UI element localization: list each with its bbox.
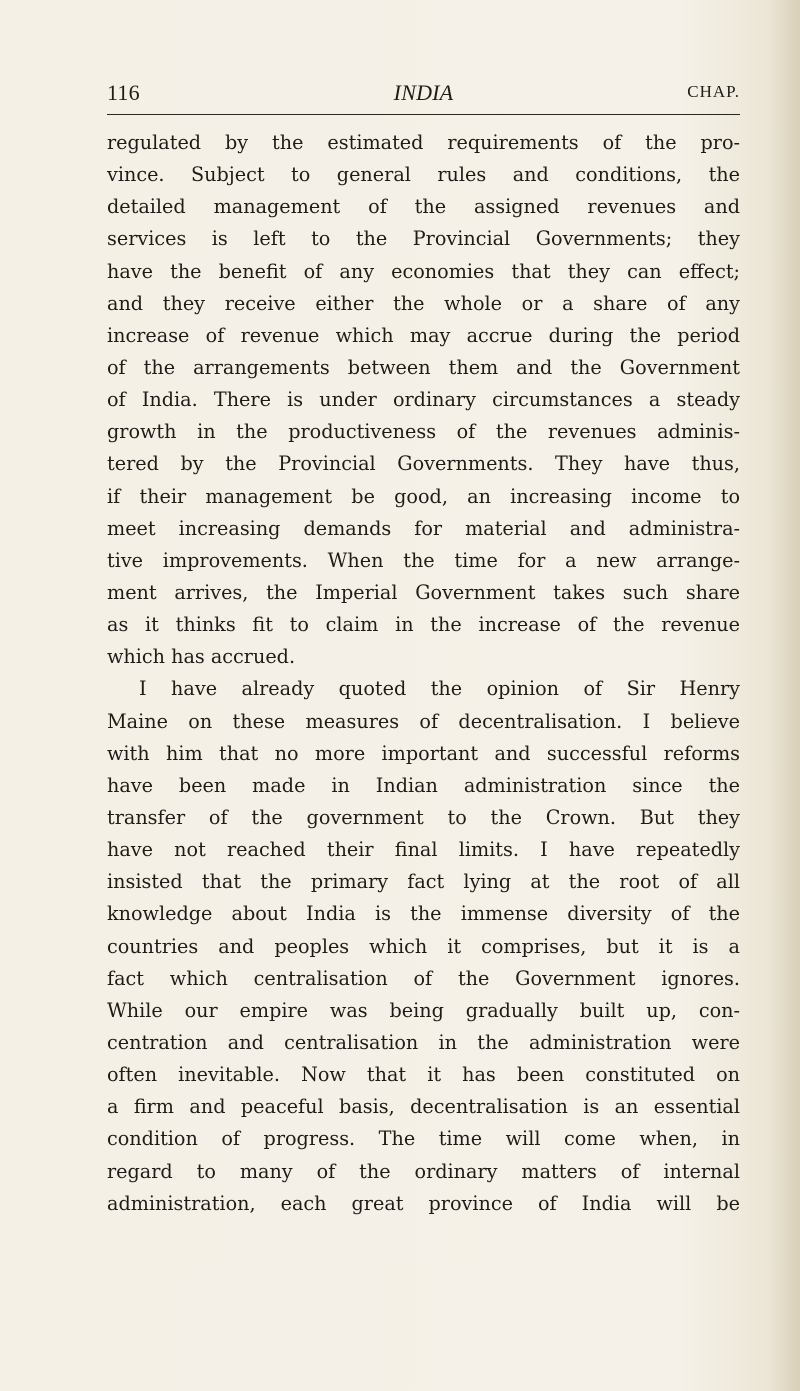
text-line: often inevitable. Now that it has been constituted on (107, 1063, 740, 1087)
page-header (107, 80, 740, 108)
body-text (107, 127, 740, 1220)
text-line: and they receive either the whole or a share of any (107, 291, 740, 315)
text-line: if their management be good, an increasing income to (107, 484, 740, 508)
text-line: of India. There is under ordinary circumstances a steady (107, 388, 740, 412)
text-line: have the benefit of any economies that they can effect; (107, 259, 740, 283)
text-line: services is left to the Provincial Governments; they (107, 227, 740, 251)
text-line: tered by the Provincial Governments. They have thus, (107, 452, 740, 476)
text-line: increase of revenue which may accrue during the period (107, 323, 740, 347)
text-line: growth in the productiveness of the revenues adminis- (107, 420, 740, 444)
text-line: While our empire was being gradually built up, con- (107, 998, 740, 1022)
text-line: condition of progress. The time will come when, in (107, 1127, 740, 1151)
text-line: as it thinks fit to claim in the increase of the revenue (107, 613, 740, 637)
text-line: tive improvements. When the time for a new arrange- (107, 548, 740, 572)
text-line: a firm and peaceful basis, decentralisation is an essential (107, 1095, 740, 1119)
text-line: regulated by the estimated requirements of the pro- (107, 131, 740, 154)
text-line: Maine on these measures of decentralisation. I believe (107, 709, 740, 733)
text-line: ment arrives, the Imperial Government takes such share (107, 580, 740, 604)
text-line: knowledge about India is the immense diversity of the (107, 902, 740, 926)
text-line: have not reached their final limits. I have repeatedly (107, 838, 740, 862)
page-number: 116 (107, 80, 140, 105)
paragraph (107, 673, 740, 1219)
text-line: with him that no more important and successful reforms (107, 741, 740, 765)
text-line: vince. Subject to general rules and conditions, the (107, 163, 740, 187)
text-line: centration and centralisation in the administration were (107, 1030, 740, 1054)
running-title: INDIA (393, 80, 454, 105)
text-line: have been made in Indian administration since the (107, 773, 740, 797)
chapter-label: CHAP. (687, 82, 740, 101)
text-line: meet increasing demands for material and administra- (107, 516, 740, 540)
header-rule (107, 114, 740, 115)
text-line: insisted that the primary fact lying at the root of all (107, 870, 740, 894)
text-line: which has accrued. (107, 645, 296, 669)
text-line: I have already quoted the opinion of Sir Henry (139, 677, 740, 701)
text-line: regard to many of the ordinary matters of internal (107, 1159, 740, 1183)
text-line: fact which centralisation of the Government ignores. (107, 966, 740, 990)
text-line: detailed management of the assigned revenues and (107, 195, 740, 219)
text-line: administration, each great province of India will be (107, 1191, 740, 1215)
text-line: countries and peoples which it comprises, but it is a (107, 934, 740, 958)
text-line: transfer of the government to the Crown. But they (107, 805, 740, 829)
paragraph (107, 127, 740, 673)
text-line: of the arrangements between them and the Government (107, 355, 740, 379)
